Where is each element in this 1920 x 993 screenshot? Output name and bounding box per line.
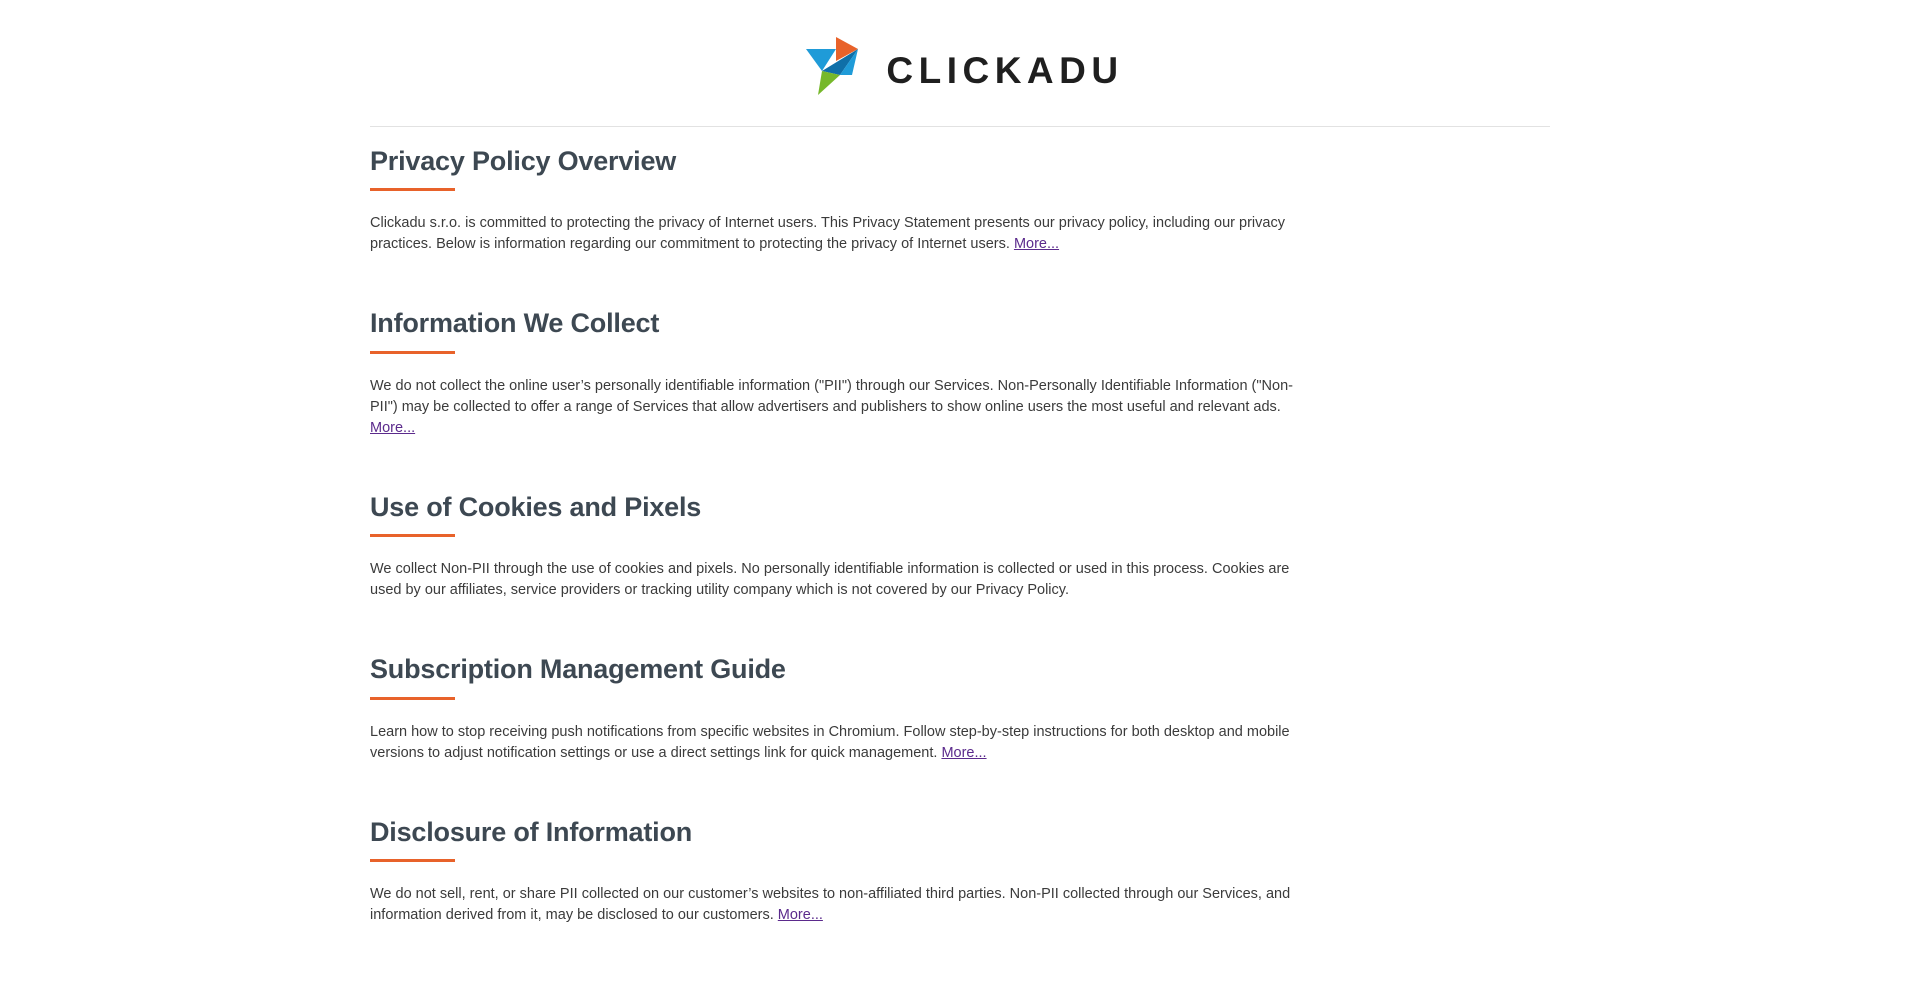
page-container bbox=[370, 0, 1550, 966]
site-header bbox=[370, 18, 1550, 118]
section-title: Privacy Policy Overview bbox=[370, 146, 677, 176]
section-body bbox=[370, 884, 1320, 926]
more-link[interactable]: More... bbox=[777, 907, 823, 924]
section-body bbox=[370, 376, 1320, 439]
title-underline bbox=[370, 188, 455, 191]
section-title: Use of Cookies and Pixels bbox=[370, 491, 702, 522]
more-link[interactable]: More... bbox=[370, 419, 416, 436]
section-body bbox=[370, 559, 1320, 601]
section-paragraph-text: We do not sell, rent, or share PII collected on our customer’s websites to non-affiliated third parties. Non-PII collected through our Services, and information derived from it, may be disclosed to our customers. bbox=[370, 886, 1291, 924]
section-paragraph-text: Clickadu s.r.o. is committed to protecting the privacy of Internet users. This Privacy Statement presents our privacy policy, including our privacy practices. Below is information regarding our commitment to protecting the privacy of Internet users. bbox=[370, 215, 1285, 253]
section-paragraph-text: Learn how to stop receiving push notifications from specific websites in Chromium. Follow step-by-step instructions for both desktop and mobile versions to adjust notification settings or use a direct settings link for quick management. bbox=[370, 723, 1290, 761]
section-title: Subscription Management Guide bbox=[370, 654, 786, 685]
logo-wordmark: CLICKADU bbox=[886, 49, 1124, 91]
policy-sections bbox=[370, 127, 1550, 966]
section-body bbox=[370, 722, 1320, 764]
title-underline bbox=[370, 534, 455, 537]
section-privacy-policy-overview bbox=[370, 145, 1550, 255]
section-title: Disclosure of Information bbox=[370, 816, 693, 847]
site-logo[interactable] bbox=[796, 31, 1123, 105]
section-paragraph-text: We collect Non-PII through the use of cookies and pixels. No personally identifiable information is collected or used in this process. Cookies are used by our affiliates, service providers or tracking utility company which is not covered by our Privacy Policy. bbox=[370, 561, 1290, 599]
title-underline bbox=[370, 859, 455, 862]
more-link[interactable]: More... bbox=[1013, 236, 1060, 253]
section-use-of-cookies-and-pixels bbox=[370, 491, 1550, 601]
section-information-we-collect bbox=[370, 307, 1550, 438]
section-paragraph-text: We do not collect the online user’s personally identifiable information ("PII") through our Services. Non-Personally Identifiable Information ("Non-PII") may be collected to offer a range of Services that allow advertisers and publishers to show online users the most useful and relevant ads. bbox=[370, 377, 1293, 415]
clickadu-arrow-logo-icon bbox=[796, 31, 870, 105]
section-body bbox=[370, 213, 1320, 255]
section-disclosure-of-information bbox=[370, 816, 1550, 926]
section-subscription-management-guide bbox=[370, 653, 1550, 763]
more-link[interactable]: More... bbox=[941, 744, 987, 761]
title-underline bbox=[370, 697, 455, 700]
section-title: Information We Collect bbox=[370, 308, 660, 339]
title-underline bbox=[370, 351, 455, 354]
